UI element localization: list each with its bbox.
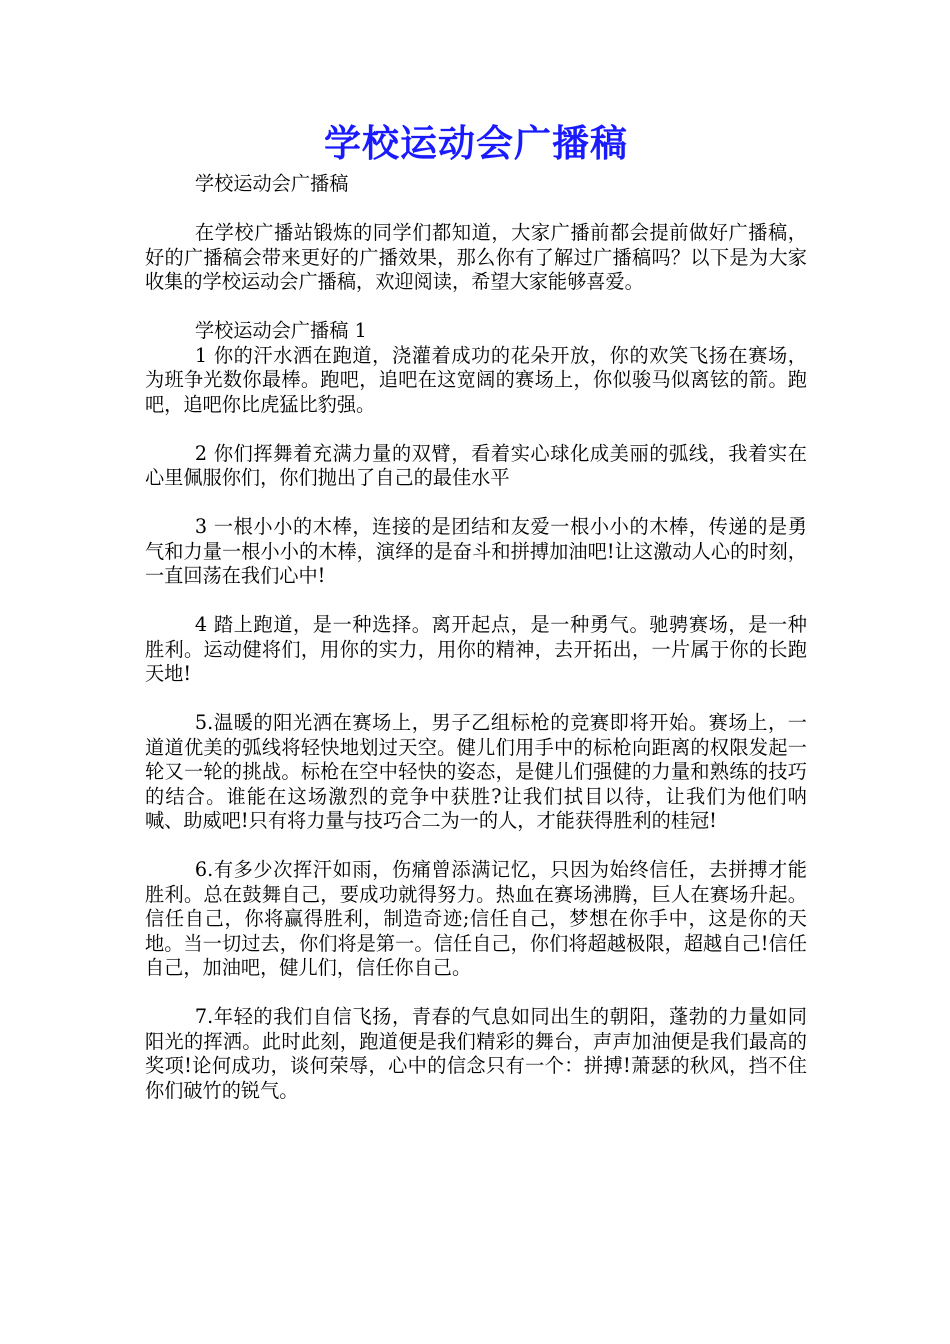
- paragraph-item-4: 4 踏上跑道，是一种选择。离开起点，是一种勇气。驰骋赛场，是一种胜利。运动健将们，用你的实力，用你的精神，去开拓出，一片属于你的长跑天地!: [145, 613, 807, 685]
- intro-paragraph: 在学校广播站锻炼的同学们都知道，大家广播前都会提前做好广播稿，好的广播稿会带来更好的广播效果，那么你有了解过广播稿吗？以下是为大家收集的学校运动会广播稿，欢迎阅读，希望大家能够喜爱。: [145, 221, 807, 293]
- paragraph-item-6: 6.有多少次挥汗如雨，伤痛曾添满记忆，只因为始终信任，去拼搏才能胜利。总在鼓舞自己，要成功就得努力。热血在赛场沸腾，巨人在赛场升起。信任自己，你将赢得胜利，制造奇迹;信任自己，梦想在你手中，这是你的天地。当一切过去，你们将是第一。信任自己，你们将超越极限，超越自己!信任自己，加油吧，健儿们，信任你自己。: [145, 858, 807, 979]
- document-subtitle: 学校运动会广播稿: [194, 172, 349, 195]
- section-heading: 学校运动会广播稿 1: [194, 319, 367, 342]
- paragraph-item-1: 1 你的汗水洒在跑道，浇灌着成功的花朵开放，你的欢笑飞扬在赛场，为班争光数你最棒。跑吧，追吧在这宽阔的赛场上，你似骏马似离铉的箭。跑吧，追吧你比虎猛比豹强。: [145, 343, 807, 416]
- document-title: 学校运动会广播稿: [324, 122, 628, 165]
- paragraph-item-2: 2 你们挥舞着充满力量的双臂，看着实心球化成美丽的弧线，我着实在心里佩服你们，你们抛出了自己的最佳水平: [145, 441, 807, 489]
- paragraph-item-5: 5.温暖的阳光洒在赛场上，男子乙组标枪的竞赛即将开始。赛场上，一道道优美的弧线将轻快地划过天空。健儿们用手中的标枪向距离的权限发起一轮又一轮的挑战。标枪在空中轻快的姿态，是健儿们强健的力量和熟练的技巧的结合。谁能在这场激烈的竞争中获胜?让我们拭目以待，让我们为他们呐喊、助威吧!只有将力量与技巧合二为一的人，才能获得胜利的桂冠!: [145, 711, 807, 832]
- paragraph-item-3: 3 一根小小的木棒，连接的是团结和友爱一根小小的木棒，传递的是勇气和力量一根小小的木棒，演绎的是奋斗和拼搏加油吧!让这激动人心的时刻，一直回荡在我们心中!: [145, 515, 807, 587]
- paragraph-item-7: 7.年轻的我们自信飞扬，青春的气息如同出生的朝阳，蓬勃的力量如同阳光的挥洒。此时此刻，跑道便是我们精彩的舞台，声声加油便是我们最高的奖项!论何成功，谈何荣辱，心中的信念只有一个：拼搏!萧瑟的秋风，挡不住你们破竹的锐气。: [145, 1005, 807, 1102]
- document-page: [145, 120, 807, 1128]
